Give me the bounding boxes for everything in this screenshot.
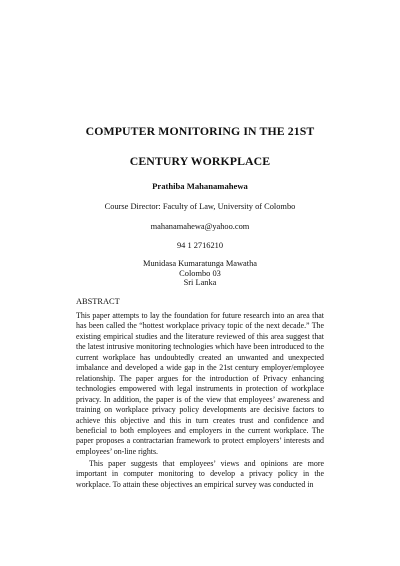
address-line-city: Colombo 03 xyxy=(179,268,221,278)
author-address xyxy=(0,259,400,288)
address-line-country: Sri Lanka xyxy=(183,278,217,288)
author-phone: 94 1 2716210 xyxy=(176,241,224,250)
paper-title-line-1: COMPUTER MONITORING IN THE 21ST xyxy=(85,124,315,138)
author-name: Prathiba Mahanamahewa xyxy=(152,181,248,191)
author-affiliation: Course Director: Faculty of Law, University of Colombo xyxy=(104,202,296,211)
paper-title-line-2: CENTURY WORKPLACE xyxy=(129,154,271,168)
abstract-paragraph-2: This paper suggests that employees’ views and opinions are more important in computer monitoring to develop a privacy policy in the workplace. To attain these objectives an empirical survey was conducted in xyxy=(76,459,324,489)
abstract-heading: ABSTRACT xyxy=(76,297,120,306)
address-line-street: Munidasa Kumaratunga Mawatha xyxy=(143,259,257,268)
abstract-paragraph-1: This paper attempts to lay the foundation for future research into an area that has been called the “hottest workplace privacy topic of the next decade.” The existing empirical studies and the literature reviewed of this area suggest that the latest intrusive monitoring technologies which have been introduced to the current workplace has undoubtedly created an unwanted and unexpected imbalance and developed a wide gap in the 21st century employer/employee relationship. The paper argues for the introduction of Privacy enhancing technologies empowered with legal instruments in protection of workplace privacy. In addition, the paper is of the view that employees’ awareness and training on workplace privacy policy developments are decisive factors to achieve this objective and this in turn creates trust and confidence and beneficial to both employees and employers in the current workplace. The paper proposes a contractarian framework to protect employers’ interests and employees’ on-line rights. xyxy=(76,311,324,456)
author-email: mahanamahewa@yahoo.com xyxy=(150,222,250,231)
